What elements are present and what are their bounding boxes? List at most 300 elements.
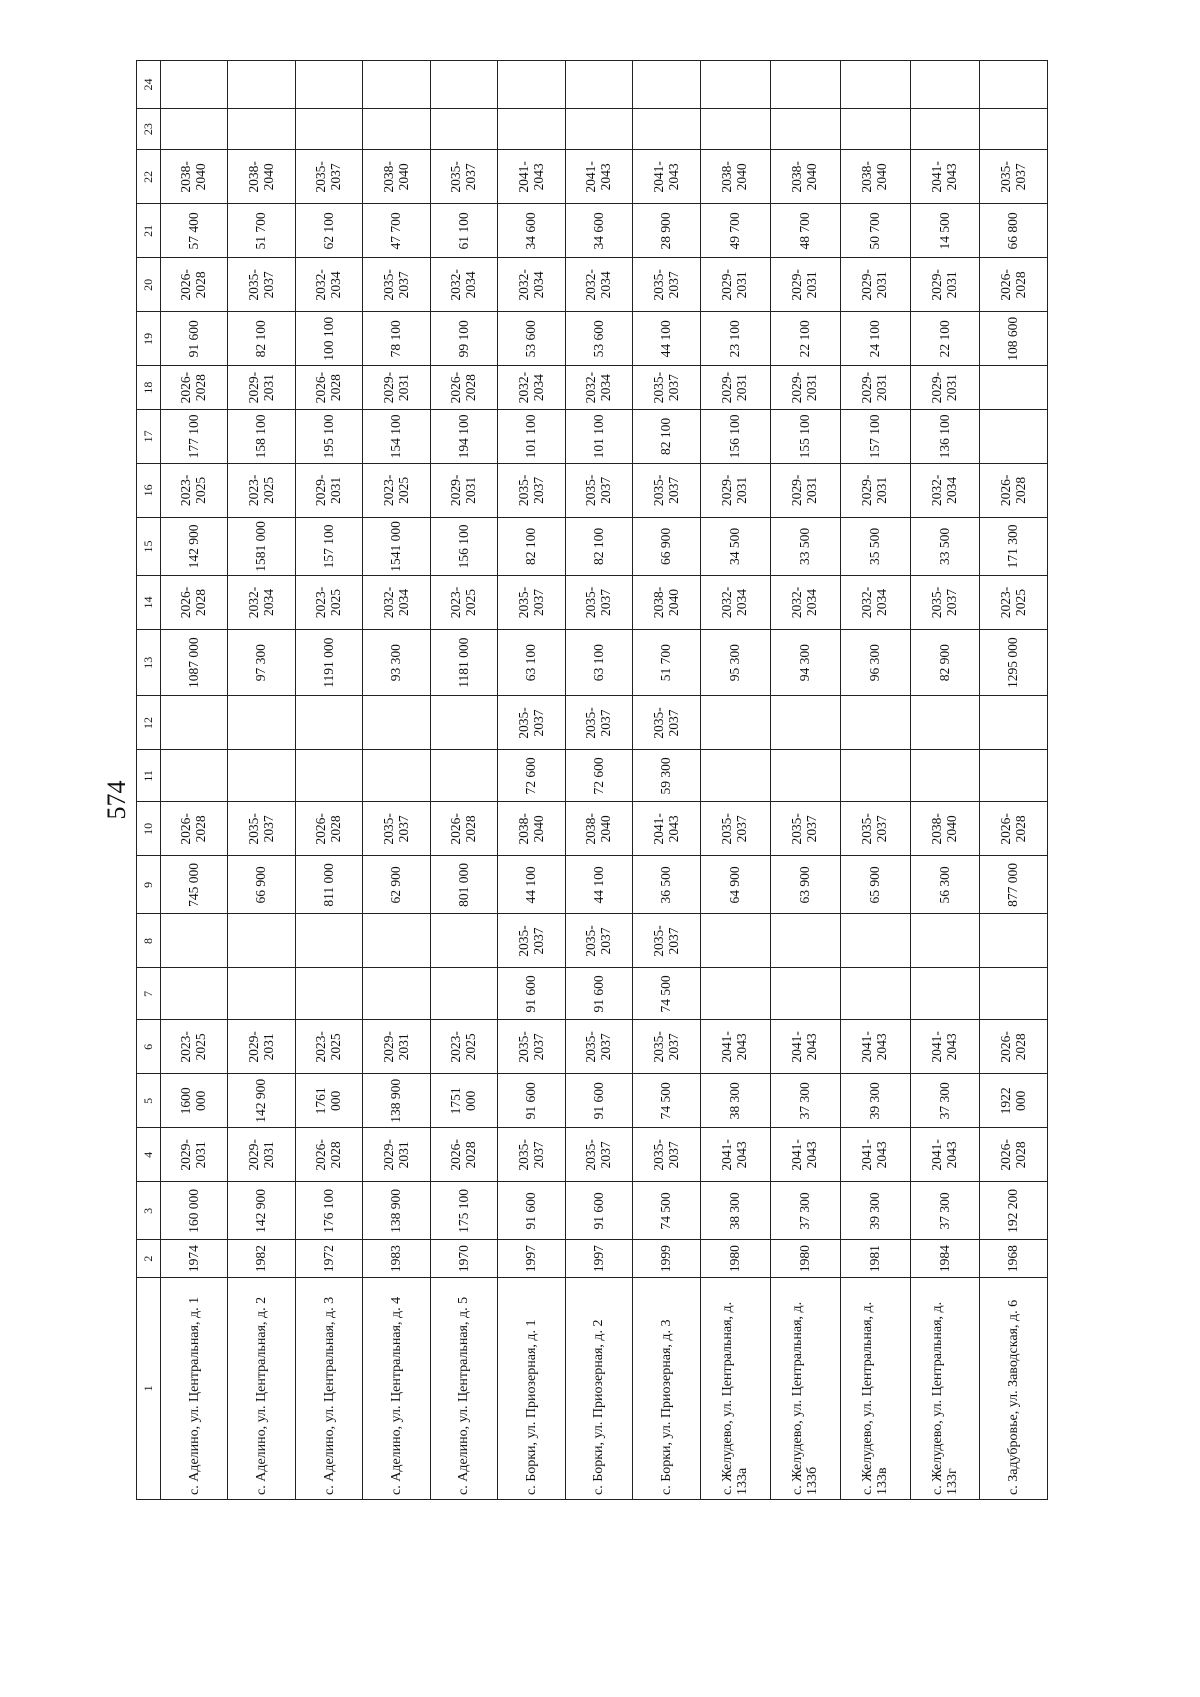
table-cell: 1981 <box>840 1240 910 1277</box>
table-cell <box>295 696 362 750</box>
table-cell: 93 300 <box>363 630 430 696</box>
table-cell: 2026-2028 <box>430 366 497 410</box>
table-cell: 2029-2031 <box>700 366 770 410</box>
column-header-13: 13 <box>137 630 161 696</box>
table-cell: 37 300 <box>770 1074 840 1128</box>
table-cell <box>363 108 430 150</box>
table-cell: 745 000 <box>161 856 228 914</box>
address-cell: с. Аделино, ул. Центральная, д. 2 <box>228 1277 295 1499</box>
table-cell: 2032-2034 <box>295 258 362 312</box>
table-cell: 50 700 <box>840 204 910 258</box>
table-row <box>700 61 770 1500</box>
table-cell: 2035-2037 <box>980 150 1048 204</box>
repair-schedule-table <box>136 60 1048 1500</box>
table-cell: 2041-2043 <box>498 150 565 204</box>
table-frame <box>136 60 1048 1500</box>
table-cell <box>295 108 362 150</box>
column-header-2: 2 <box>137 1240 161 1277</box>
address-cell: с. Борки, ул. Приозерная, д. 3 <box>633 1277 700 1499</box>
table-cell: 2032-2034 <box>565 366 632 410</box>
table-cell: 1751 000 <box>430 1074 497 1128</box>
table-cell: 2035-2037 <box>565 576 632 630</box>
table-cell: 101 100 <box>565 409 632 463</box>
table-cell: 14 500 <box>910 204 980 258</box>
table-cell <box>161 968 228 1020</box>
table-cell: 2038-2040 <box>700 150 770 204</box>
table-cell: 156 100 <box>430 517 497 575</box>
table-cell: 2026-2028 <box>980 258 1048 312</box>
table-cell: 53 600 <box>565 312 632 366</box>
table-cell: 2026-2028 <box>295 802 362 856</box>
table-cell <box>840 61 910 109</box>
table-cell: 37 300 <box>770 1182 840 1240</box>
address-cell: с. Аделино, ул. Центральная, д. 1 <box>161 1277 228 1499</box>
table-cell: 2035-2037 <box>565 914 632 968</box>
table-cell: 2029-2031 <box>228 1020 295 1074</box>
table-cell <box>295 914 362 968</box>
table-cell: 2029-2031 <box>295 463 362 517</box>
table-cell: 2038-2040 <box>840 150 910 204</box>
table-cell: 156 100 <box>700 409 770 463</box>
column-header-10: 10 <box>137 802 161 856</box>
table-cell: 49 700 <box>700 204 770 258</box>
table-cell: 2029-2031 <box>700 463 770 517</box>
table-cell: 2035-2037 <box>840 802 910 856</box>
table-cell: 142 900 <box>161 517 228 575</box>
table-row <box>910 61 980 1500</box>
column-header-1: 1 <box>137 1277 161 1499</box>
table-cell: 72 600 <box>565 750 632 802</box>
table-cell: 1997 <box>565 1240 632 1277</box>
table-cell <box>700 914 770 968</box>
table-cell <box>565 108 632 150</box>
table-cell: 2026-2028 <box>980 1128 1048 1182</box>
table-cell: 57 400 <box>161 204 228 258</box>
table-cell: 138 900 <box>363 1074 430 1128</box>
table-cell <box>840 108 910 150</box>
table-cell: 2023-2025 <box>363 463 430 517</box>
table-cell: 100 100 <box>295 312 362 366</box>
table-cell: 34 500 <box>700 517 770 575</box>
table-cell: 64 900 <box>700 856 770 914</box>
table-cell: 157 100 <box>295 517 362 575</box>
table-cell <box>363 750 430 802</box>
table-cell: 82 100 <box>228 312 295 366</box>
table-cell <box>980 914 1048 968</box>
table-cell: 78 100 <box>363 312 430 366</box>
table-cell: 2026-2028 <box>161 258 228 312</box>
table-cell: 44 100 <box>498 856 565 914</box>
table-cell: 2023-2025 <box>430 1020 497 1074</box>
table-cell: 1761 000 <box>295 1074 362 1128</box>
table-cell: 2035-2037 <box>228 802 295 856</box>
table-row <box>363 61 430 1500</box>
table-cell: 2029-2031 <box>770 463 840 517</box>
table-cell: 72 600 <box>498 750 565 802</box>
table-cell <box>430 968 497 1020</box>
column-header-6: 6 <box>137 1020 161 1074</box>
table-cell <box>910 61 980 109</box>
table-cell: 91 600 <box>498 968 565 1020</box>
table-cell: 22 100 <box>770 312 840 366</box>
table-cell: 2029-2031 <box>910 366 980 410</box>
table-cell: 2026-2028 <box>295 366 362 410</box>
column-header-19: 19 <box>137 312 161 366</box>
table-cell: 66 900 <box>633 517 700 575</box>
column-header-11: 11 <box>137 750 161 802</box>
table-cell <box>633 108 700 150</box>
table-cell <box>700 61 770 109</box>
table-cell: 2035-2037 <box>565 1128 632 1182</box>
table-cell: 2038-2040 <box>363 150 430 204</box>
table-cell: 1581 000 <box>228 517 295 575</box>
table-cell: 2029-2031 <box>228 366 295 410</box>
table-cell: 38 300 <box>700 1182 770 1240</box>
table-cell: 2035-2037 <box>363 258 430 312</box>
table-cell: 2026-2028 <box>161 802 228 856</box>
table-cell: 2035-2037 <box>498 463 565 517</box>
table-cell: 2032-2034 <box>228 576 295 630</box>
table-cell <box>161 108 228 150</box>
table-cell: 74 500 <box>633 1182 700 1240</box>
table-cell: 2032-2034 <box>910 463 980 517</box>
address-cell: с. Желудево, ул. Центральная, д. 133в <box>840 1277 910 1499</box>
table-cell: 2032-2034 <box>498 258 565 312</box>
table-row <box>980 61 1048 1500</box>
table-cell: 2035-2037 <box>633 696 700 750</box>
table-cell: 74 500 <box>633 968 700 1020</box>
table-cell: 2038-2040 <box>228 150 295 204</box>
table-cell <box>228 696 295 750</box>
table-cell <box>363 914 430 968</box>
table-cell: 37 300 <box>910 1074 980 1128</box>
table-cell: 28 900 <box>633 204 700 258</box>
table-cell: 2029-2031 <box>840 366 910 410</box>
column-header-15: 15 <box>137 517 161 575</box>
address-cell: с. Борки, ул. Приозерная, д. 1 <box>498 1277 565 1499</box>
table-cell <box>840 968 910 1020</box>
table-cell: 82 100 <box>498 517 565 575</box>
address-cell: с. Желудево, ул. Центральная, д. 133а <box>700 1277 770 1499</box>
table-cell <box>980 696 1048 750</box>
table-cell: 82 100 <box>565 517 632 575</box>
table-cell: 1974 <box>161 1240 228 1277</box>
table-cell <box>295 750 362 802</box>
table-cell: 62 100 <box>295 204 362 258</box>
table-cell: 108 600 <box>980 312 1048 366</box>
rotated-table-container <box>136 60 1048 1500</box>
table-cell: 2029-2031 <box>840 463 910 517</box>
table-cell <box>980 968 1048 1020</box>
table-cell: 2023-2025 <box>161 463 228 517</box>
table-cell: 44 100 <box>633 312 700 366</box>
column-header-18: 18 <box>137 366 161 410</box>
table-cell: 36 500 <box>633 856 700 914</box>
table-cell <box>980 750 1048 802</box>
table-body <box>161 61 1048 1500</box>
table-cell <box>770 750 840 802</box>
table-cell <box>980 108 1048 150</box>
table-cell: 2029-2031 <box>770 258 840 312</box>
table-cell: 2026-2028 <box>430 802 497 856</box>
table-cell <box>363 696 430 750</box>
table-cell: 2035-2037 <box>228 258 295 312</box>
page-number: 574 <box>102 780 131 820</box>
table-cell: 2035-2037 <box>633 366 700 410</box>
table-cell: 2035-2037 <box>633 1020 700 1074</box>
table-cell <box>910 914 980 968</box>
table-cell: 91 600 <box>498 1074 565 1128</box>
table-cell: 2041-2043 <box>910 1128 980 1182</box>
address-cell: с. Борки, ул. Приозерная, д. 2 <box>565 1277 632 1499</box>
table-row <box>840 61 910 1500</box>
table-cell: 48 700 <box>770 204 840 258</box>
column-header-3: 3 <box>137 1182 161 1240</box>
table-cell: 51 700 <box>228 204 295 258</box>
table-cell <box>295 61 362 109</box>
table-cell: 59 300 <box>633 750 700 802</box>
table-cell: 154 100 <box>363 409 430 463</box>
table-cell: 1997 <box>498 1240 565 1277</box>
table-cell: 1980 <box>770 1240 840 1277</box>
table-cell: 53 600 <box>498 312 565 366</box>
table-cell <box>700 968 770 1020</box>
table-cell: 63 900 <box>770 856 840 914</box>
table-cell <box>498 108 565 150</box>
table-cell: 2035-2037 <box>430 150 497 204</box>
table-cell: 2029-2031 <box>228 1128 295 1182</box>
table-cell: 2026-2028 <box>161 366 228 410</box>
table-cell: 192 200 <box>980 1182 1048 1240</box>
table-cell: 1087 000 <box>161 630 228 696</box>
address-cell: с. Желудево, ул. Центральная, д. 133г <box>910 1277 980 1499</box>
table-cell: 61 100 <box>430 204 497 258</box>
table-cell: 1972 <box>295 1240 362 1277</box>
table-cell: 91 600 <box>565 1074 632 1128</box>
table-cell <box>980 366 1048 410</box>
table-cell: 1541 000 <box>363 517 430 575</box>
table-cell: 2041-2043 <box>633 150 700 204</box>
address-cell: с. Аделино, ул. Центральная, д. 4 <box>363 1277 430 1499</box>
column-header-8: 8 <box>137 914 161 968</box>
table-cell <box>770 968 840 1020</box>
table-cell: 2035-2037 <box>295 150 362 204</box>
table-cell: 176 100 <box>295 1182 362 1240</box>
table-cell: 56 300 <box>910 856 980 914</box>
table-cell: 2032-2034 <box>565 258 632 312</box>
table-cell: 95 300 <box>700 630 770 696</box>
table-cell: 2032-2034 <box>700 576 770 630</box>
table-cell <box>228 61 295 109</box>
table-cell: 96 300 <box>840 630 910 696</box>
table-cell: 63 100 <box>565 630 632 696</box>
table-cell: 2032-2034 <box>430 258 497 312</box>
table-cell: 33 500 <box>910 517 980 575</box>
table-cell: 877 000 <box>980 856 1048 914</box>
table-cell <box>161 914 228 968</box>
address-cell: с. Желудево, ул. Центральная, д. 133б <box>770 1277 840 1499</box>
table-cell: 2029-2031 <box>430 463 497 517</box>
table-cell: 2023-2025 <box>228 463 295 517</box>
table-cell: 2035-2037 <box>770 802 840 856</box>
table-cell: 2035-2037 <box>700 802 770 856</box>
table-cell: 2023-2025 <box>980 576 1048 630</box>
table-cell: 2038-2040 <box>633 576 700 630</box>
table-cell: 2038-2040 <box>498 802 565 856</box>
table-cell: 1982 <box>228 1240 295 1277</box>
table-cell: 94 300 <box>770 630 840 696</box>
table-row <box>295 61 362 1500</box>
table-cell: 2023-2025 <box>295 1020 362 1074</box>
table-cell: 2035-2037 <box>565 696 632 750</box>
table-cell: 1980 <box>700 1240 770 1277</box>
table-cell: 171 300 <box>980 517 1048 575</box>
table-cell: 2029-2031 <box>910 258 980 312</box>
table-cell: 2029-2031 <box>363 1020 430 1074</box>
table-row <box>228 61 295 1500</box>
table-cell <box>910 750 980 802</box>
column-header-24: 24 <box>137 61 161 109</box>
table-cell: 65 900 <box>840 856 910 914</box>
table-cell: 99 100 <box>430 312 497 366</box>
table-cell: 2023-2025 <box>430 576 497 630</box>
table-cell: 44 100 <box>565 856 632 914</box>
table-cell: 51 700 <box>633 630 700 696</box>
table-cell: 2035-2037 <box>633 463 700 517</box>
table-cell: 160 000 <box>161 1182 228 1240</box>
table-cell: 91 600 <box>565 968 632 1020</box>
table-cell: 195 100 <box>295 409 362 463</box>
table-cell: 2032-2034 <box>363 576 430 630</box>
table-cell: 2035-2037 <box>633 914 700 968</box>
table-cell <box>228 750 295 802</box>
table-cell: 2041-2043 <box>840 1020 910 1074</box>
table-cell: 2041-2043 <box>633 802 700 856</box>
table-cell: 2035-2037 <box>498 576 565 630</box>
table-cell: 2035-2037 <box>498 696 565 750</box>
column-header-16: 16 <box>137 463 161 517</box>
table-cell: 2029-2031 <box>363 366 430 410</box>
table-cell <box>363 968 430 1020</box>
table-cell: 47 700 <box>363 204 430 258</box>
column-header-17: 17 <box>137 409 161 463</box>
table-cell: 2038-2040 <box>161 150 228 204</box>
table-cell: 811 000 <box>295 856 362 914</box>
table-cell: 39 300 <box>840 1074 910 1128</box>
table-cell: 23 100 <box>700 312 770 366</box>
table-cell: 2035-2037 <box>633 258 700 312</box>
table-cell <box>840 750 910 802</box>
table-cell: 2023-2025 <box>295 576 362 630</box>
table-cell: 2035-2037 <box>363 802 430 856</box>
table-cell <box>910 696 980 750</box>
table-cell <box>770 914 840 968</box>
table-cell: 2023-2025 <box>161 1020 228 1074</box>
table-cell: 2041-2043 <box>910 1020 980 1074</box>
table-cell: 1295 000 <box>980 630 1048 696</box>
table-cell: 97 300 <box>228 630 295 696</box>
table-cell: 34 600 <box>565 204 632 258</box>
table-cell <box>430 696 497 750</box>
table-cell <box>910 108 980 150</box>
table-cell <box>430 750 497 802</box>
table-cell: 2032-2034 <box>840 576 910 630</box>
table-cell: 2029-2031 <box>161 1128 228 1182</box>
table-cell: 1191 000 <box>295 630 362 696</box>
table-cell <box>770 696 840 750</box>
table-cell <box>161 696 228 750</box>
table-cell: 2035-2037 <box>498 914 565 968</box>
table-cell <box>700 696 770 750</box>
table-cell: 142 900 <box>228 1074 295 1128</box>
table-cell: 1600 000 <box>161 1074 228 1128</box>
table-cell <box>840 914 910 968</box>
table-cell <box>633 61 700 109</box>
table-row <box>565 61 632 1500</box>
table-cell: 91 600 <box>161 312 228 366</box>
table-cell: 2035-2037 <box>565 1020 632 1074</box>
table-cell <box>295 968 362 1020</box>
table-row <box>633 61 700 1500</box>
column-header-22: 22 <box>137 150 161 204</box>
table-cell <box>700 750 770 802</box>
table-cell: 66 800 <box>980 204 1048 258</box>
table-cell: 66 900 <box>228 856 295 914</box>
table-cell: 1999 <box>633 1240 700 1277</box>
table-cell: 2026-2028 <box>980 802 1048 856</box>
table-cell <box>228 914 295 968</box>
table-cell: 2038-2040 <box>910 802 980 856</box>
address-cell: с. Задубровье, ул. Заводская, д. 6 <box>980 1277 1048 1499</box>
table-cell: 2038-2040 <box>565 802 632 856</box>
table-cell <box>840 696 910 750</box>
table-cell: 2035-2037 <box>910 576 980 630</box>
table-cell: 2026-2028 <box>980 1020 1048 1074</box>
table-cell <box>565 61 632 109</box>
table-cell: 2035-2037 <box>633 1128 700 1182</box>
address-cell: с. Аделино, ул. Центральная, д. 3 <box>295 1277 362 1499</box>
table-cell: 91 600 <box>498 1182 565 1240</box>
table-cell: 136 100 <box>910 409 980 463</box>
table-cell: 2041-2043 <box>700 1128 770 1182</box>
table-cell: 38 300 <box>700 1074 770 1128</box>
table-cell: 34 600 <box>498 204 565 258</box>
table-cell: 142 900 <box>228 1182 295 1240</box>
column-header-7: 7 <box>137 968 161 1020</box>
table-cell <box>430 108 497 150</box>
table-cell: 2032-2034 <box>770 576 840 630</box>
table-cell <box>430 914 497 968</box>
table-cell: 2035-2037 <box>498 1128 565 1182</box>
table-cell: 155 100 <box>770 409 840 463</box>
table-cell: 24 100 <box>840 312 910 366</box>
table-cell <box>770 61 840 109</box>
table-cell: 194 100 <box>430 409 497 463</box>
table-cell: 2032-2034 <box>498 366 565 410</box>
table-cell: 2035-2037 <box>498 1020 565 1074</box>
table-cell: 1922 000 <box>980 1074 1048 1128</box>
table-cell: 138 900 <box>363 1182 430 1240</box>
table-cell: 157 100 <box>840 409 910 463</box>
table-cell: 2026-2028 <box>161 576 228 630</box>
table-cell: 1984 <box>910 1240 980 1277</box>
table-cell: 2041-2043 <box>700 1020 770 1074</box>
table-cell: 74 500 <box>633 1074 700 1128</box>
table-cell <box>363 61 430 109</box>
table-row <box>498 61 565 1500</box>
table-cell: 2029-2031 <box>700 258 770 312</box>
table-cell: 175 100 <box>430 1182 497 1240</box>
